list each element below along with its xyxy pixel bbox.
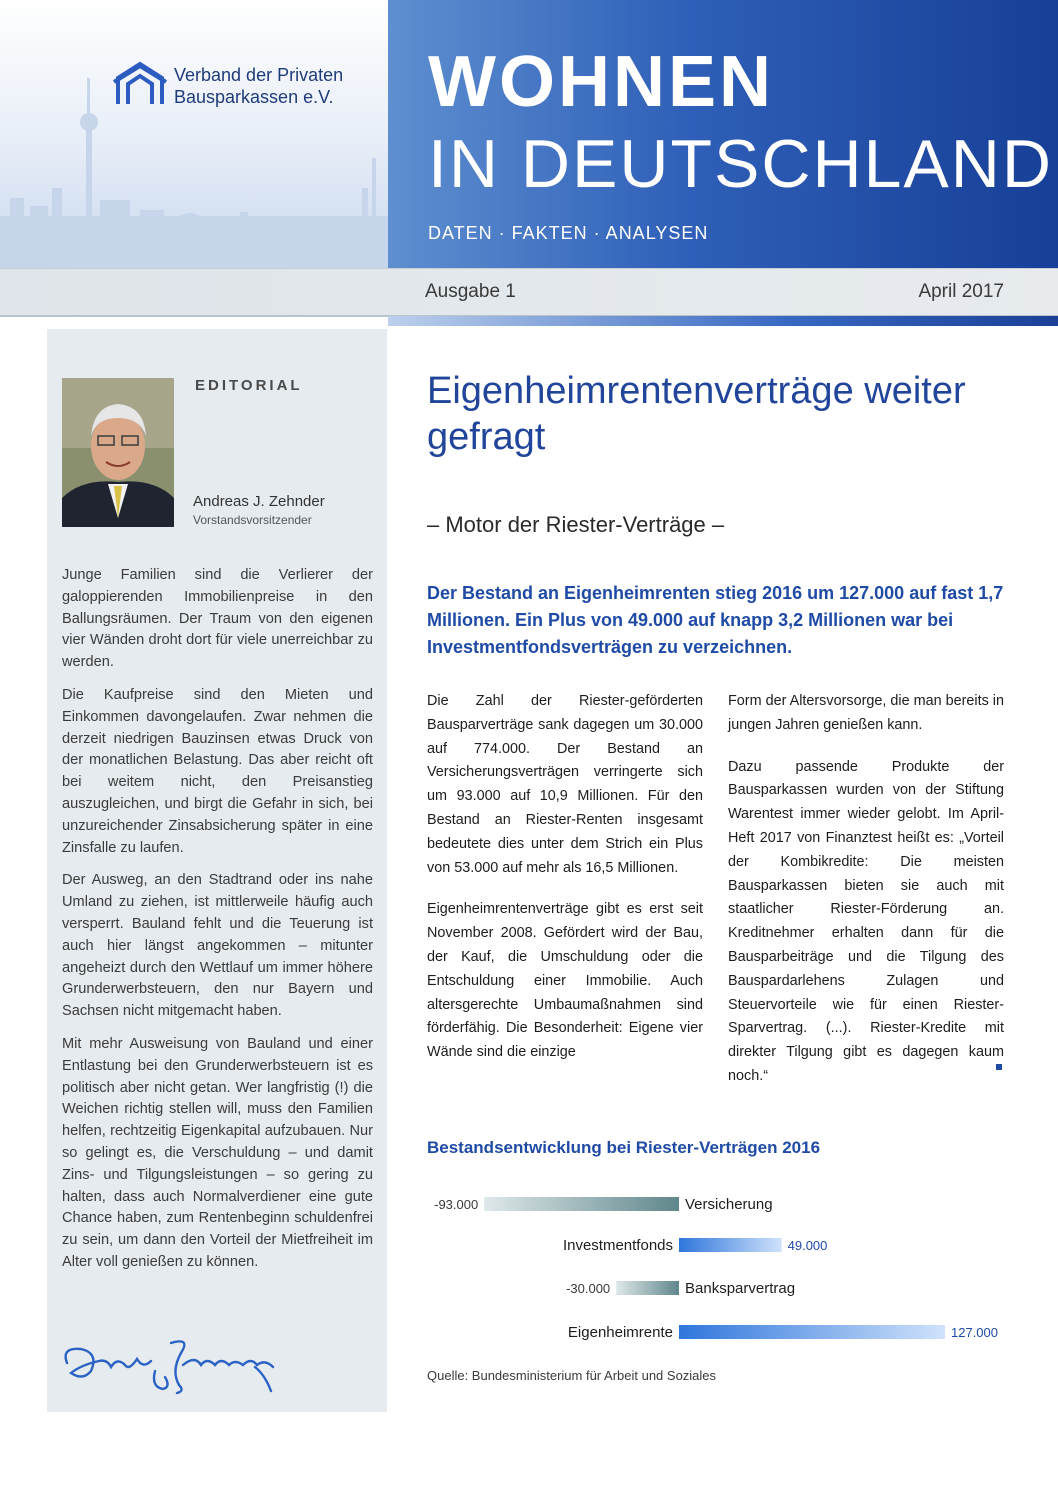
editorial-label: EDITORIAL xyxy=(195,377,303,394)
header-brand-area xyxy=(0,0,388,268)
house-logo-icon xyxy=(112,60,168,108)
issue-date: April 2017 xyxy=(918,281,1004,302)
editorial-paragraph: Junge Familien sind die Verlierer der galoppierenden Immobilienpreise in den Ballungsräumen. Der Traum von den eigenen vier Wänden droht dort für viele unerreichbar zu werden. xyxy=(62,567,373,671)
title-line2: IN DEUTSCHLAND xyxy=(428,126,1053,202)
chart-bar xyxy=(616,1281,679,1295)
article-paragraph: Dazu passende Produkte der Bausparkassen wurden von der Stiftung Warentest immer wieder gelobt. Im April-Heft 2017 von Finanztest heißt es: „Vorteil der Kombikredite: Die meisten Bausparkassen bieten sie auch mit staatlicher Riester-Förderung an. Kreditnehmer erhalten dann für die Bausparbeiträge und die Tilgung des Bauspardarlehens Zulagen und Steuervorteile wie für einen Riester-Sparvertrag. (...). Riester-Kredite mit direkter Tilgung gibt es dagegen kaum noch.“ xyxy=(728,758,1004,1084)
article-paragraph: Eigenheimrentenverträge gibt es erst seit November 2008. Gefördert wird der Bau, der Kauf, die Umschuldung oder die Entschuldung einer Immobilie. Auch altersgerechte Umbaumaßnahmen sind förderfähig. Die Besonderheit: Eigene vier Wände sind die einzige xyxy=(427,901,703,1061)
org-name-line1: Verband der Privaten xyxy=(174,65,344,85)
org-logo xyxy=(112,60,372,114)
issue-bar xyxy=(0,268,1058,317)
riester-bar-chart xyxy=(427,1180,1017,1350)
article-subheadline: – Motor der Riester-Verträge – xyxy=(427,512,725,537)
editorial-paragraph: Die Kaufpreise sind den Mieten und Einkommen davongelaufen. Zwar nehmen die derzeit niedrigen Bauzinsen etwas Druck von der monatlichen Belastung. Das aber reicht oft bei weitem nicht, den Preisanstieg auszugleichen, und birgt die Gefahr in sich, bei unzureichender Zinsabsicherung später in eine Zinsfalle zu laufen. xyxy=(62,686,373,856)
article-end-mark xyxy=(996,1064,1002,1070)
issue-number: Ausgabe 1 xyxy=(425,281,516,302)
chart-value-label: -30.000 xyxy=(566,1281,611,1296)
chart-bar xyxy=(679,1238,782,1252)
chart-category-label: Eigenheimrente xyxy=(567,1324,673,1341)
chart-value-label: 127.000 xyxy=(951,1325,998,1340)
header-subtitle: DATEN · FAKTEN · ANALYSEN xyxy=(428,223,709,243)
chart-title: Bestandsentwicklung bei Riester-Verträgen 2016 xyxy=(427,1138,821,1157)
editorial-paragraph: Mit mehr Ausweisung von Bauland und einer Entlastung bei den Grunderwerbsteuern ist es politisch aber nicht getan. Wer langfristig (!) die Weichen richtig stellen will, muss den Familien helfen, rechtzeitig Eigenkapital aufzubauen. Nur so gelingt es, die Verschuldung – und damit Zins- und Tilgungsleistungen – so gering zu halten, dass auch Normalverdiener eine gute Chance haben, zum Rentenbeginn schuldenfrei zu sein, um dann den Vorteil der Mietfreiheit im Alter voll genießen zu können. xyxy=(62,1035,373,1270)
chart-bar xyxy=(679,1325,945,1339)
header-title-area xyxy=(388,0,1058,268)
chart-source: Quelle: Bundesministerium für Arbeit und Soziales xyxy=(427,1368,717,1383)
chart-category-label: Investmentfonds xyxy=(562,1237,673,1254)
author-name: Andreas J. Zehnder xyxy=(193,493,325,510)
chart-value-label: 49.000 xyxy=(787,1238,828,1253)
author-portrait xyxy=(62,378,174,527)
article-column-2 xyxy=(728,690,1004,1107)
chart-category-label: Banksparvertrag xyxy=(685,1280,796,1297)
article-column-1 xyxy=(427,690,703,1083)
editorial-sidebar xyxy=(47,329,387,1412)
article-paragraph: Form der Altersvorsorge, die man bereits in jungen Jahren genießen kann. xyxy=(728,693,1004,733)
author-role: Vorstandsvorsitzender xyxy=(193,513,312,527)
article-headline: Eigenheimrentenverträge weiter gefragt xyxy=(427,370,966,458)
org-name-line2: Bausparkassen e.V. xyxy=(174,87,334,107)
article-lead: Der Bestand an Eigenheimrenten stieg 2016 um 127.000 auf fast 1,7 Millionen. Ein Plus von 49.000 auf knapp 3,2 Millionen war bei Investmentfondsverträgen zu verzeichnen. xyxy=(427,583,1004,657)
article-paragraph: Die Zahl der Riester-geförderten Bausparverträge sank dagegen um 30.000 auf 774.000. Der Bestand an Versicherungsverträgen verringerte sich um 93.000 auf 10,9 Millionen. Für den Bestand an Riester-Renten insgesamt bedeutete dies unter dem Strich ein Plus von 53.000 auf mehr als 16,5 Millionen. xyxy=(427,693,703,876)
title-line1: WOHNEN xyxy=(428,42,774,122)
accent-stripe xyxy=(388,316,1058,326)
chart-bar xyxy=(484,1197,679,1211)
editorial-paragraph: Der Ausweg, an den Stadtrand oder ins nahe Umland zu ziehen, ist mittlerweile häufig auch versperrt. Bauland fehlt und die Teuerung ist auch hier längst angekommen – mitunter angeheizt durch den Wettlauf um immer höhere Grunderwerbsteuern, den nur Bayern und Sachsen nicht mitgemacht haben. xyxy=(62,872,373,1020)
editorial-text xyxy=(62,565,373,1285)
handwritten-signature xyxy=(59,1331,279,1395)
chart-value-label: -93.000 xyxy=(434,1197,479,1212)
chart-category-label: Versicherung xyxy=(685,1196,773,1213)
